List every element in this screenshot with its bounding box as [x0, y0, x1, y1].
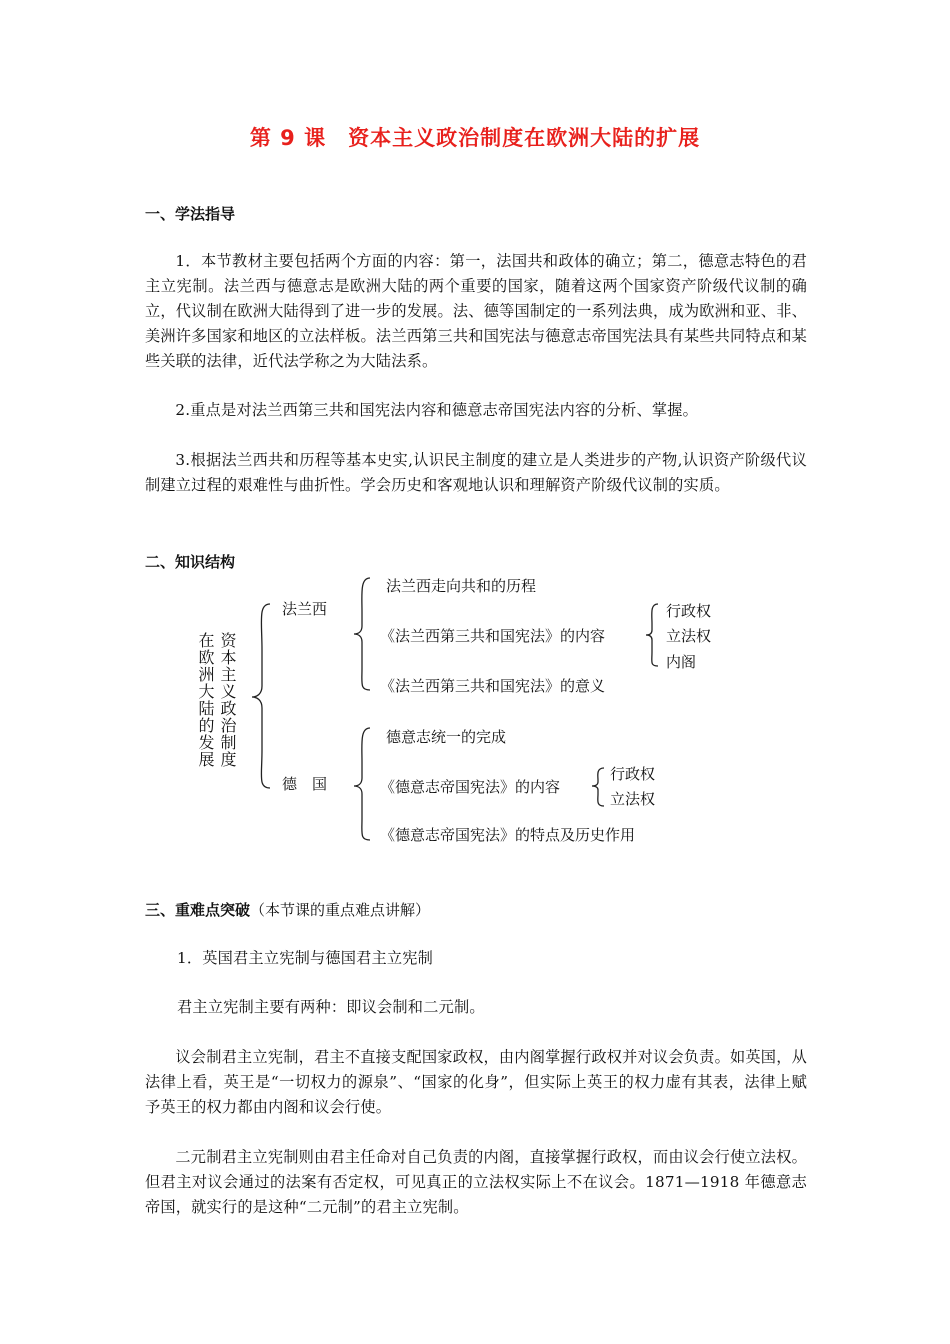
- germany-label: 德 国: [282, 775, 328, 793]
- section-heading-2: 二、知识结构: [145, 553, 236, 571]
- section-heading-3: [145, 899, 430, 920]
- germany-sub-1: 行政权: [610, 765, 656, 783]
- france-item-1: 法兰西走向共和的历程: [386, 577, 537, 595]
- section-heading-3-text: 三、重难点突破: [145, 901, 251, 919]
- paragraph-monarchy-types: 君主立宪制主要有两种：即议会制和二元制。: [177, 998, 485, 1016]
- france-item-3: 《法兰西第三共和国宪法》的意义: [380, 677, 606, 695]
- germany-item-2: 《德意志帝国宪法》的内容: [380, 778, 561, 796]
- paragraph-parliamentary-monarchy: 议会制君主立宪制，君主不直接支配国家政权，由内阁掌握行政权并对议会负责。如英国，从法律上看，英王是“一切权力的源泉”、“国家的化身”，但实际上英王的权力虚有其表，法律上赋予英王的权力都由内阁和议会行使。: [145, 1048, 807, 1116]
- germany-sub-brace: [592, 768, 604, 806]
- paragraph-study-guide-3: 3.根据法兰西共和历程等基本史实,认识民主制度的建立是人类进步的产物,认识资产阶级代议制建立过程的艰难性与曲折性。学会历史和客观地认识和理解资产阶级代议制的实质。: [145, 451, 807, 494]
- france-sub-brace: [646, 604, 658, 666]
- paragraph-dual-monarchy: 二元制君主立宪制则由君主任命对自己负责的内阁，直接掌握行政权，而由议会行使立法权。但君主对议会通过的法案有否定权，可见真正的立法权实际上不在议会。1871—1918 年德意志帝国，就实行的是这种“二元制”的君主立宪制。: [145, 1148, 807, 1216]
- france-label: 法兰西: [282, 600, 328, 618]
- paragraph-study-guide-1: 1．本节教材主要包括两个方面的内容：第一，法国共和政体的确立；第二，德意志特色的君主立宪制。法兰西与德意志是欧洲大陆的两个重要的国家，随着这两个国家资产阶级代议制的确立，代议制在欧洲大陆得到了进一步的发展。法、德等国制定的一系列法典，成为欧洲和亚、非、美洲许多国家和地区的立法样板。法兰西第三共和国宪法与德意志帝国宪法具有某些共同特点和某些关联的法律，近代法学称之为大陆法系。: [145, 252, 807, 370]
- germany-sub-2: 立法权: [610, 790, 656, 808]
- germany-item-3: 《德意志帝国宪法》的特点及历史作用: [380, 826, 636, 844]
- section-heading-1: 一、学法指导: [145, 205, 236, 223]
- root-label-col2: 在欧洲大陆的发展: [196, 632, 215, 768]
- france-item-2: 《法兰西第三共和国宪法》的内容: [380, 627, 606, 645]
- section-heading-3-note: （本节课的重点难点讲解）: [250, 901, 431, 919]
- page-title: 第 9 课 资本主义政治制度在欧洲大陆的扩展: [249, 126, 701, 150]
- france-brace: [354, 578, 370, 690]
- france-sub-2: 立法权: [666, 627, 712, 645]
- paragraph-study-guide-2: 2.重点是对法兰西第三共和国宪法内容和德意志帝国宪法内容的分析、掌握。: [175, 401, 699, 419]
- france-sub-1: 行政权: [666, 602, 712, 620]
- root-brace: [252, 604, 270, 788]
- france-sub-3: 内阁: [666, 653, 697, 671]
- germany-item-1: 德意志统一的完成: [386, 728, 507, 746]
- germany-brace: [354, 728, 370, 840]
- root-label-col1: 资本主义政治制度: [218, 632, 237, 768]
- subheading-1: 1．英国君主立宪制与德国君主立宪制: [177, 949, 434, 967]
